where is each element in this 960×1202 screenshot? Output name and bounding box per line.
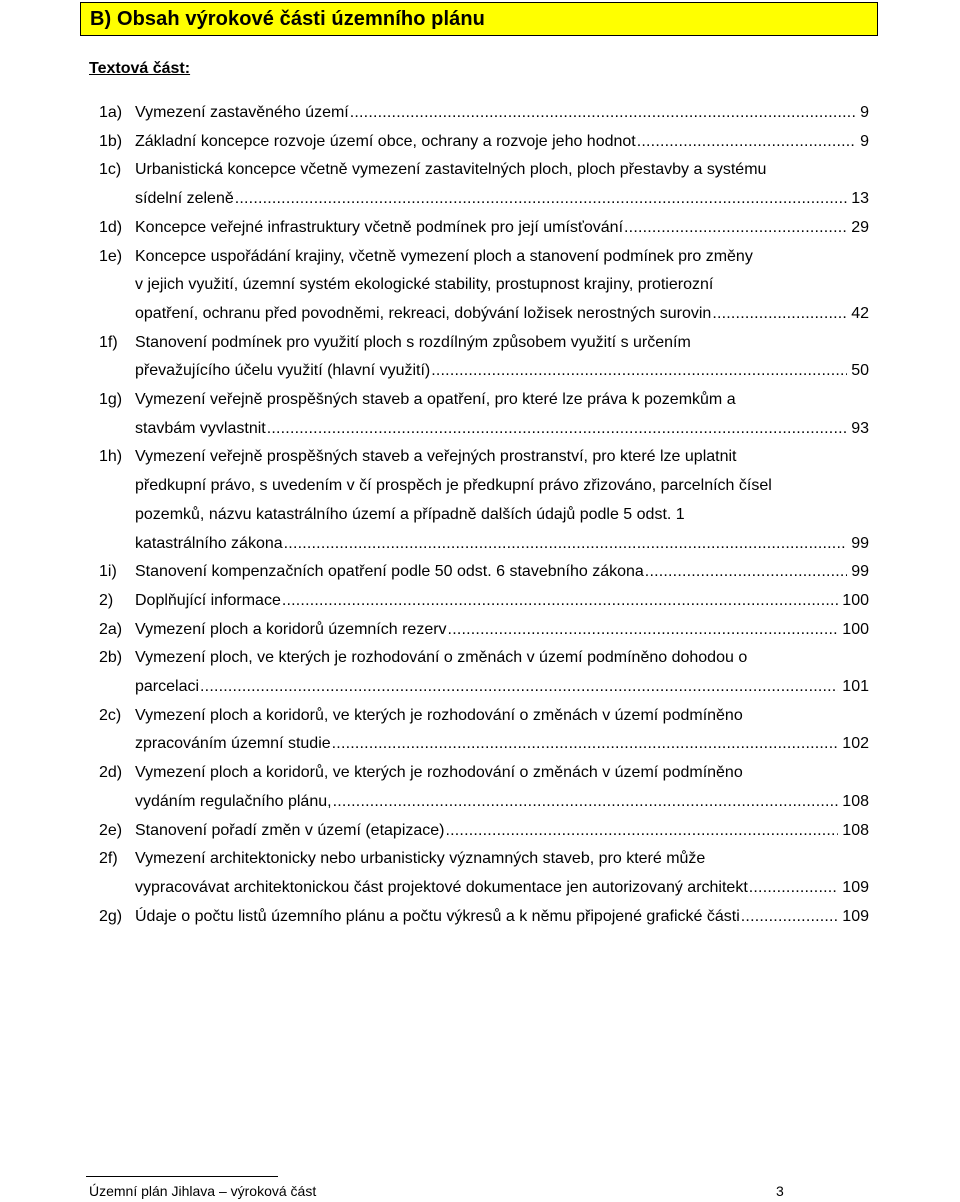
toc-entry-line[interactable] — [135, 476, 869, 496]
toc-entry-line[interactable] — [135, 878, 869, 898]
toc-entry-line[interactable] — [135, 734, 869, 754]
toc-dot-leader — [332, 734, 839, 754]
toc-entry-line[interactable] — [135, 792, 869, 812]
toc-entry-text[interactable]: Základní koncepce rozvoje území obce, ochrany a rozvoje jeho hodnot — [135, 132, 636, 150]
toc-entry-number: 2g) — [99, 907, 123, 925]
toc-entry-line[interactable] — [135, 189, 869, 209]
toc-dot-leader — [446, 821, 839, 841]
toc-dot-leader — [235, 189, 847, 209]
toc-dot-leader — [350, 103, 856, 123]
toc-dot-leader — [645, 562, 847, 582]
toc-entry-text[interactable]: parcelaci — [135, 678, 200, 695]
section-heading: B) Obsah výrokové části územního plánu — [90, 7, 486, 30]
toc-page-number[interactable]: 108 — [842, 792, 869, 810]
toc-page-number[interactable]: 100 — [842, 591, 869, 609]
toc-entry-line[interactable] — [135, 275, 869, 295]
toc-entry-number: 2) — [99, 591, 114, 609]
toc-entry-line[interactable] — [135, 505, 869, 525]
toc-entry-number: 1e) — [99, 247, 123, 265]
toc-dot-leader — [448, 620, 839, 640]
toc-entry-line[interactable] — [135, 821, 869, 841]
toc-entry-number: 2a) — [99, 620, 123, 638]
toc-page-number[interactable]: 99 — [851, 534, 869, 552]
footer-page-number: 3 — [776, 1183, 784, 1199]
toc-entry-line[interactable] — [135, 304, 869, 324]
toc-entry-line[interactable] — [135, 132, 869, 152]
toc-entry-text[interactable]: Koncepce uspořádání krajiny, včetně vymezení ploch a stanovení podmínek pro změny — [135, 247, 753, 265]
toc-entry-text[interactable]: předkupní právo, s uvedením v čí prospěch je předkupní právo zřizováno, parcelních čísel — [135, 477, 772, 495]
toc-entry-text[interactable]: Vymezení ploch, ve kterých je rozhodování o změnách v území podmíněno dohodou o — [135, 649, 748, 667]
toc-entry-text[interactable]: Stanovení kompenzačních opatření podle 50 odst. 6 stavebního zákona — [135, 563, 644, 581]
toc-entry-line[interactable] — [135, 160, 869, 180]
toc-entry-text[interactable]: stavbám vyvlastnit — [135, 419, 266, 437]
toc-entry-number: 1g) — [99, 391, 123, 408]
toc-page-number[interactable]: 50 — [851, 362, 869, 380]
toc-entry-line[interactable] — [135, 591, 869, 611]
toc-entry-number: 2e) — [99, 821, 123, 839]
toc-page-number[interactable]: 99 — [851, 563, 869, 581]
toc-entry-text[interactable]: katastrálního zákona — [135, 534, 283, 552]
toc-entry-number: 1c) — [99, 161, 122, 179]
toc-dot-leader — [431, 361, 847, 381]
footer-divider — [86, 1176, 278, 1177]
toc-dot-leader — [333, 792, 839, 812]
toc-dot-leader — [749, 878, 839, 898]
toc-entry-text[interactable]: opatření, ochranu před povodněmi, rekreaci, dobývání ložisek nerostných surovin — [135, 304, 712, 322]
toc-entry-number: 1f) — [99, 333, 118, 351]
toc-entry-text[interactable]: Doplňující informace — [135, 591, 281, 609]
toc-entry-line[interactable] — [135, 534, 869, 554]
toc-dot-leader — [267, 419, 847, 439]
toc-entry-line[interactable] — [135, 907, 869, 927]
toc-entry-text[interactable]: Vymezení ploch a koridorů, ve kterých je rozhodování o změnách v území podmíněno — [135, 764, 743, 782]
toc-entry-number: 1i) — [99, 563, 117, 581]
toc-page-number[interactable]: 100 — [842, 620, 869, 638]
toc-entry-text[interactable]: Stanovení podmínek pro využití ploch s rozdílným způsobem využití s určením — [135, 333, 691, 351]
toc-entry-line[interactable] — [135, 447, 869, 467]
toc-entry-line[interactable] — [135, 390, 869, 410]
section-heading-bar — [80, 2, 878, 36]
toc-entry-line[interactable] — [135, 419, 869, 439]
toc-entry-number: 1a) — [99, 104, 123, 121]
toc-entry-number: 2b) — [99, 649, 123, 667]
toc-entry-text[interactable]: Urbanistická koncepce včetně vymezení zastavitelných ploch, ploch přestavby a systému — [135, 161, 767, 179]
toc-entry-number: 2d) — [99, 764, 123, 782]
toc-dot-leader — [624, 218, 847, 238]
toc-entry-text[interactable]: převažujícího účelu využití (hlavní využití) — [135, 362, 431, 380]
toc-entry-text[interactable]: pozemků, názvu katastrálního území a případně dalších údajů podle 5 odst. 1 — [135, 505, 685, 523]
toc-page-number[interactable]: 13 — [851, 190, 869, 208]
toc-entry-text[interactable]: Vymezení architektonicky nebo urbanisticky významných staveb, pro které může — [135, 850, 706, 868]
toc-entry-text[interactable]: v jejich využití, územní systém ekologické stability, prostupnost krajiny, protierozní — [135, 276, 714, 294]
toc-entry-line[interactable] — [135, 763, 869, 783]
toc-dot-leader — [282, 591, 838, 611]
toc-entry-number: 2c) — [99, 706, 122, 724]
toc-entry-line[interactable] — [135, 247, 869, 267]
toc-dot-leader — [741, 907, 839, 927]
toc-entry-text[interactable]: Stanovení pořadí změn v území (etapizace) — [135, 821, 445, 839]
toc-page-number[interactable]: 29 — [851, 218, 869, 236]
toc-dot-leader — [284, 534, 848, 554]
toc-dot-leader — [637, 132, 856, 152]
footer-document-title: Územní plán Jihlava – výroková část — [89, 1183, 317, 1199]
toc-page-number[interactable]: 9 — [860, 132, 869, 150]
toc-page-number[interactable]: 109 — [842, 878, 869, 896]
toc-entry-number: 1d) — [99, 218, 123, 236]
toc-entry-text[interactable]: sídelní zeleně — [135, 190, 234, 208]
toc-entry-line[interactable] — [135, 849, 869, 869]
toc-entry-line[interactable] — [135, 361, 869, 381]
toc-entry-text[interactable]: Vymezení veřejně prospěšných staveb a opatření, pro které lze práva k pozemkům a — [135, 391, 736, 408]
toc-entry-text[interactable]: Údaje o počtu listů územního plánu a počtu výkresů a k němu připojené grafické části — [135, 907, 740, 925]
toc-entry-text[interactable]: vydáním regulačního plánu, — [135, 792, 332, 810]
toc-entry-number: 2f) — [99, 850, 118, 868]
toc-entry-line[interactable] — [135, 103, 869, 123]
toc-entry-line[interactable] — [135, 648, 869, 668]
toc-entry-text[interactable]: zpracováním územní studie — [135, 735, 331, 753]
toc-entry-text[interactable]: Vymezení veřejně prospěšných staveb a veřejných prostranství, pro které lze uplatnit — [135, 448, 737, 466]
toc-page-number[interactable]: 93 — [851, 419, 869, 437]
toc-page-number[interactable]: 42 — [851, 304, 869, 322]
toc-entry-text[interactable]: Vymezení ploch a koridorů, ve kterých je rozhodování o změnách v území podmíněno — [135, 706, 743, 724]
toc-dot-leader — [200, 677, 838, 697]
subheading-text-part: Textová část: — [89, 60, 191, 77]
toc-entry-line[interactable] — [135, 677, 869, 697]
toc-entry-line[interactable] — [135, 706, 869, 726]
toc-entry-text[interactable]: Vymezení ploch a koridorů územních rezerv — [135, 620, 447, 638]
toc-entry-line[interactable] — [135, 333, 869, 353]
toc-page-number[interactable]: 9 — [860, 104, 869, 121]
toc-entry-number: 1h) — [99, 448, 123, 466]
toc-entry-number: 1b) — [99, 132, 123, 150]
toc-page-number[interactable]: 109 — [842, 907, 869, 925]
toc-entry-text[interactable]: vypracovávat architektonickou část projektové dokumentace jen autorizovaný architekt — [135, 878, 748, 896]
toc-dot-leader — [712, 304, 847, 324]
toc-page-number[interactable]: 108 — [842, 821, 869, 839]
toc-entry-line[interactable] — [135, 562, 869, 582]
toc-entry-line[interactable] — [135, 218, 869, 238]
toc-entry-text[interactable]: Koncepce veřejné infrastruktury včetně podmínek pro její umísťování — [135, 218, 624, 236]
toc-page-number[interactable]: 102 — [842, 735, 869, 753]
toc-entry-text[interactable]: Vymezení zastavěného území — [135, 104, 349, 121]
toc-entry-line[interactable] — [135, 620, 869, 640]
toc-page-number[interactable]: 101 — [842, 678, 869, 695]
